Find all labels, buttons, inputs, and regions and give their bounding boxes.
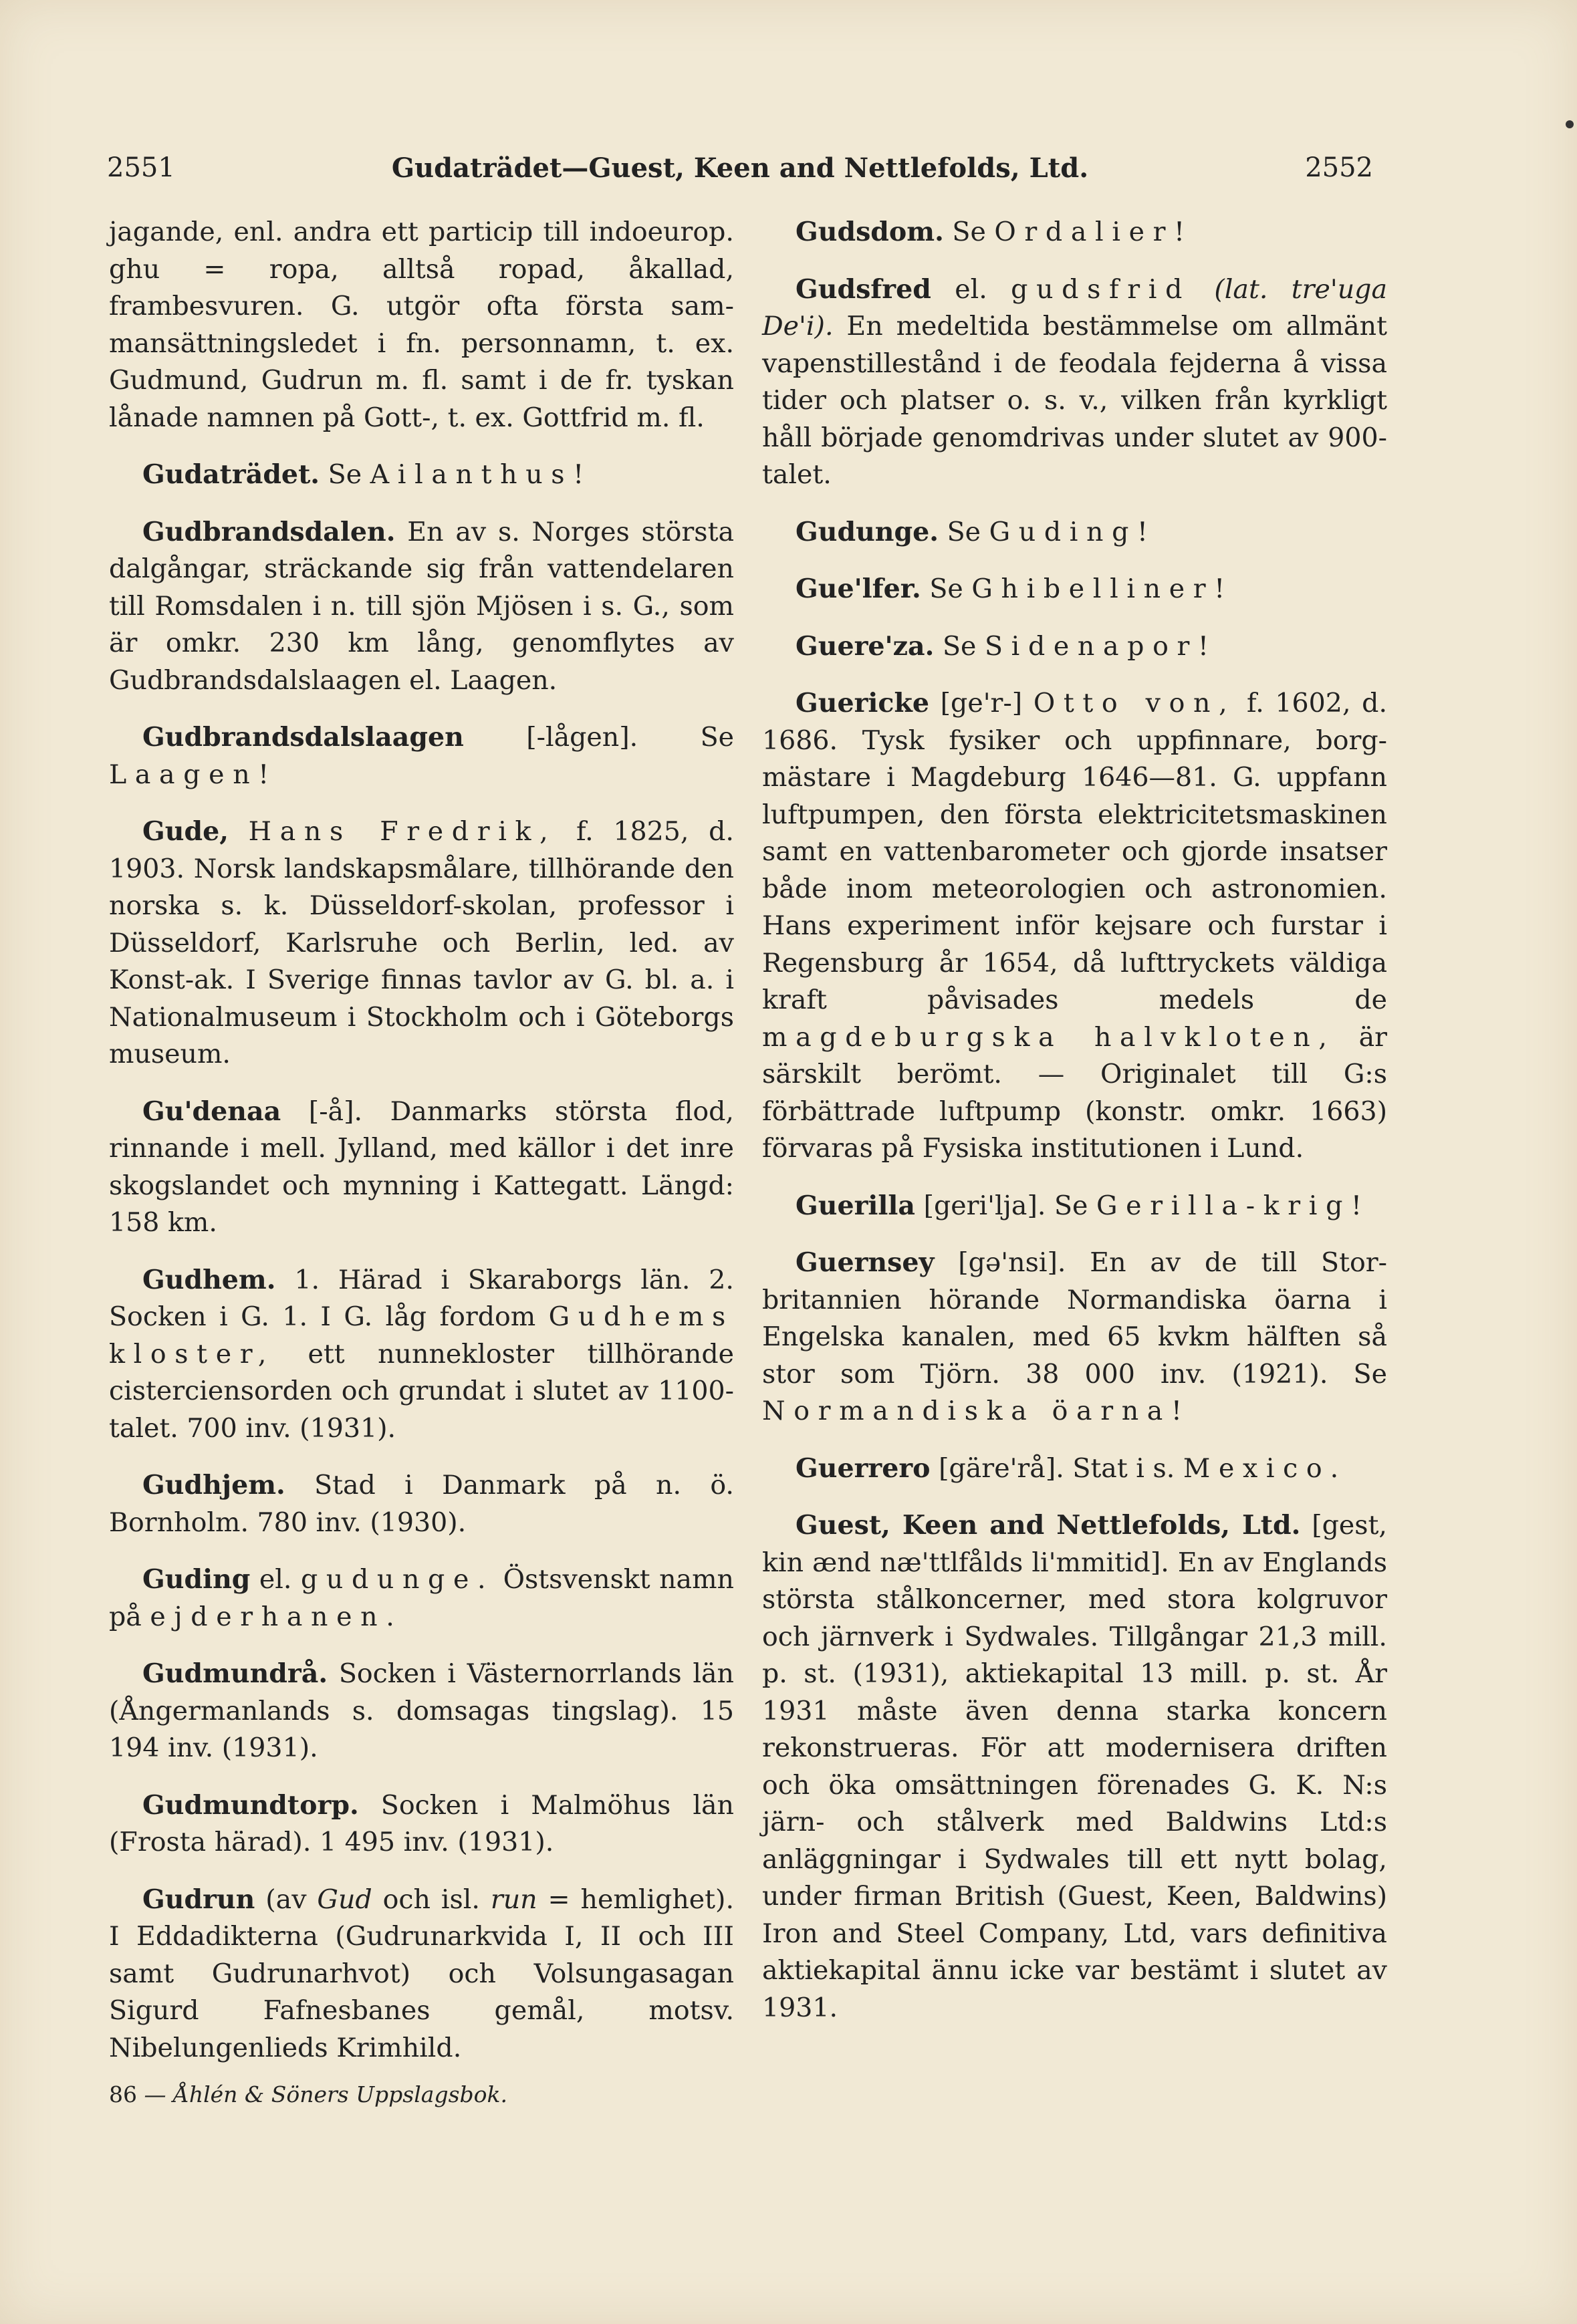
headword: Gudsdom.: [796, 217, 944, 247]
headword: Guernsey: [796, 1247, 935, 1278]
headword: Gudmundtorp.: [142, 1789, 359, 1821]
headword: Guerrero: [796, 1452, 931, 1484]
headword: Gudhjem.: [142, 1470, 285, 1501]
headword: Guerilla: [796, 1190, 916, 1221]
entry-guelfer: Gue'lfer. Se Ghibelliner!: [796, 573, 1233, 604]
publisher-line: — Åhlén & Söners Uppslagsbok.: [144, 2081, 507, 2107]
entry-gudmundtorp: Gudmundtorp. Socken i Malmöhus län (Frosta härad). 1 495 inv. (1931).: [109, 1789, 734, 1857]
running-title: Gudaträdet—Guest, Keen and Nettlefolds, Ltd.: [391, 152, 1089, 184]
headword: Guere'za.: [796, 630, 935, 662]
entry-guernsey: Guernsey [gə'nsi]. En av de till Storbritannien hörande Normandiska öarna i Engelska kanalen, med 65 kvkm hälften så stor som Tjörn. 38 000 inv. (1921). Se Normandiska öarna!: [762, 1247, 1387, 1426]
headword: Guericke: [796, 688, 929, 719]
entry-gudbrandsdalslaagen: Gudbrandsdalslaagen [-lågen]. Se Laagen!: [109, 722, 735, 790]
signature-number: 86: [109, 2081, 137, 2107]
entry-gudrun: Gudrun (av Gud och isl. run = hemlighet). I Eddadikterna (Gudrunarkvida I, II och III samt Gudrunarhvot) och Volsungasagan Sigurd Fafnesbanes gemål, motsv. Nibelungenlieds Krimhild.: [109, 1884, 735, 2063]
entry-gude: Gude, Hans Fredrik, f. 1825, d. 1903. Norsk landskapsmålare, tillhörande den norska s. k. Düsseldorf-skolan, professor i Düsseldorf, Karlsruhe och Berlin, led. av Konst-ak. I Sverige finnas tavlor av G. bl. a. i Nationalmuseum i Stockholm och i Göteborgs museum.: [109, 816, 734, 1069]
running-header: [107, 152, 1373, 192]
entry-gudenaa: Gu'denaa [-å]. Danmarks största flod, rinnande i mell. Jylland, med källor i det inre skogslandet och mynning i Kattegatt. Längd: 158 km.: [109, 1095, 734, 1238]
headword: Gudrun: [142, 1884, 255, 1915]
page-number-right: 2552: [1305, 152, 1373, 183]
headword: Gudaträdet.: [142, 459, 320, 490]
entry-gudhjem: Gudhjem. Stad i Danmark på n. ö. Bornholm. 780 inv. (1930).: [109, 1470, 734, 1538]
entry-guding: Guding el. gudunge. Östsvenskt namn på ejderhanen.: [109, 1564, 734, 1632]
headword: Gudbrandsdalslaagen: [142, 722, 464, 753]
headword: Guest, Keen and Nettlefolds, Ltd.: [796, 1510, 1301, 1541]
headword: Gude,: [142, 816, 229, 847]
entry-gudhem: Gudhem. 1. Härad i Skaraborgs län. 2. Socken i G. 1. I G. låg fordom Gudhems kloster, ett nunnekloster tillhörande cisterciensorden och grundat i slutet av 1100-talet. 700 inv. (1931).: [109, 1264, 734, 1444]
entry-guericke: Guericke [ge'r-] Otto von, f. 1602, d. 1686. Tysk fysiker och uppfinnare, borgmästare i Magdeburg 1646—81. G. uppfann luftpumpen, den första elektricitetsmaskinen samt en vattenbarometer och gjorde insatser både inom meteorologien och astronomien. Hans experiment inför kejsare och furstar i Regensburg år 1654, då lufttryckets väldiga kraft påvisades medels de magdeburgska halvkloten, är särskilt berömt. — Originalet till G:s förbättrade luftpump (konstr. omkr. 1663) förvaras på Fysiska institutionen i Lund.: [762, 688, 1387, 1164]
headword: Gudsfred: [796, 273, 931, 305]
entry-guest-keen-nettlefolds: Guest, Keen and Nettlefolds, Ltd. [gest, kin ænd næ'ttlfålds li'mmitid]. En av Englands största stålkoncerner, med stora kolgruvor och järnverk i Sydwales. Tillgångar 21,3 mill. p. st. (1931), aktiekapital 13 mill. p. st. År 1931 måste även denna starka koncern rekonstrueras. För att modernisera driften och öka omsättningen förenades G. K. N:s järn- och stålverk med Baldwins Ltd:s anläggningar i Sydwales till ett nytt bolag, under firman British (Guest, Keen, Baldwins) Iron and Steel Company, Ltd, vars definitiva aktiekapital ännu icke var bestämt i slutet av 1931.: [762, 1510, 1387, 2023]
ink-spot: [1566, 120, 1574, 128]
left-column: [109, 214, 734, 2113]
page-footer: [109, 2076, 734, 2113]
headword: Gudmundrå.: [142, 1658, 328, 1689]
entry-continuation: jagande, enl. andra ett particip till indoeurop. ghu = ropa, alltså ropad, åkallad, frambesvuren. G. utgör ofta första sammansättningsledet i fn. personnamn, t. ex. Gudmund, Gudrun m. fl. samt i de fr. tyskan lånade namnen på Gott-, t. ex. Gottfrid m. fl.: [109, 217, 734, 433]
entry-gudunge: Gudunge. Se Guding!: [796, 516, 1157, 547]
headword: Guding: [142, 1564, 251, 1595]
entry-guerilla: Guerilla [geri'lja]. Se Gerilla-krig!: [796, 1190, 1370, 1221]
entry-gudbrandsdalen: Gudbrandsdalen. En av s. Norges största dalgångar, sträckande sig från vattendelaren till Romsdalen i n. till sjön Mjösen i s. G., som är omkr. 230 km lång, genomflytes av Gudbrandsdalslaagen el. Laagen.: [109, 516, 734, 696]
entry-gudmundra: Gudmundrå. Socken i Västernorrlands län (Ångermanlands s. domsagas tingslag). 15 194 inv. (1931).: [109, 1658, 734, 1763]
entry-guerrero: Guerrero [gäre'rå]. Stat i s. Mexico.: [796, 1452, 1347, 1484]
entry-gudsfred: Gudsfred el. gudsfrid (lat. tre'uga De'i). En medeltida bestämmelse om allmänt vapenstillestånd i de feodala fejderna å vissa tider och platser o. s. v., vilken från kyrkligt håll började genomdrivas under slutet av 900-talet.: [762, 273, 1387, 490]
page-number-left: 2551: [107, 152, 175, 183]
entry-gudsdom: Gudsdom. Se Ordalier!: [796, 217, 1193, 247]
right-column: [762, 214, 1387, 2047]
headword: Gudhem.: [142, 1264, 276, 1295]
entry-guereza: Guere'za. Se Sidenapor!: [796, 630, 1217, 662]
headword: Gu'denaa: [142, 1095, 281, 1127]
headword: Gudunge.: [796, 516, 939, 547]
entry-gudatradet: Gudaträdet. Se Ailanthus!: [142, 459, 592, 490]
headword: Gudbrandsdalen.: [142, 516, 396, 547]
headword: Gue'lfer.: [796, 573, 921, 604]
